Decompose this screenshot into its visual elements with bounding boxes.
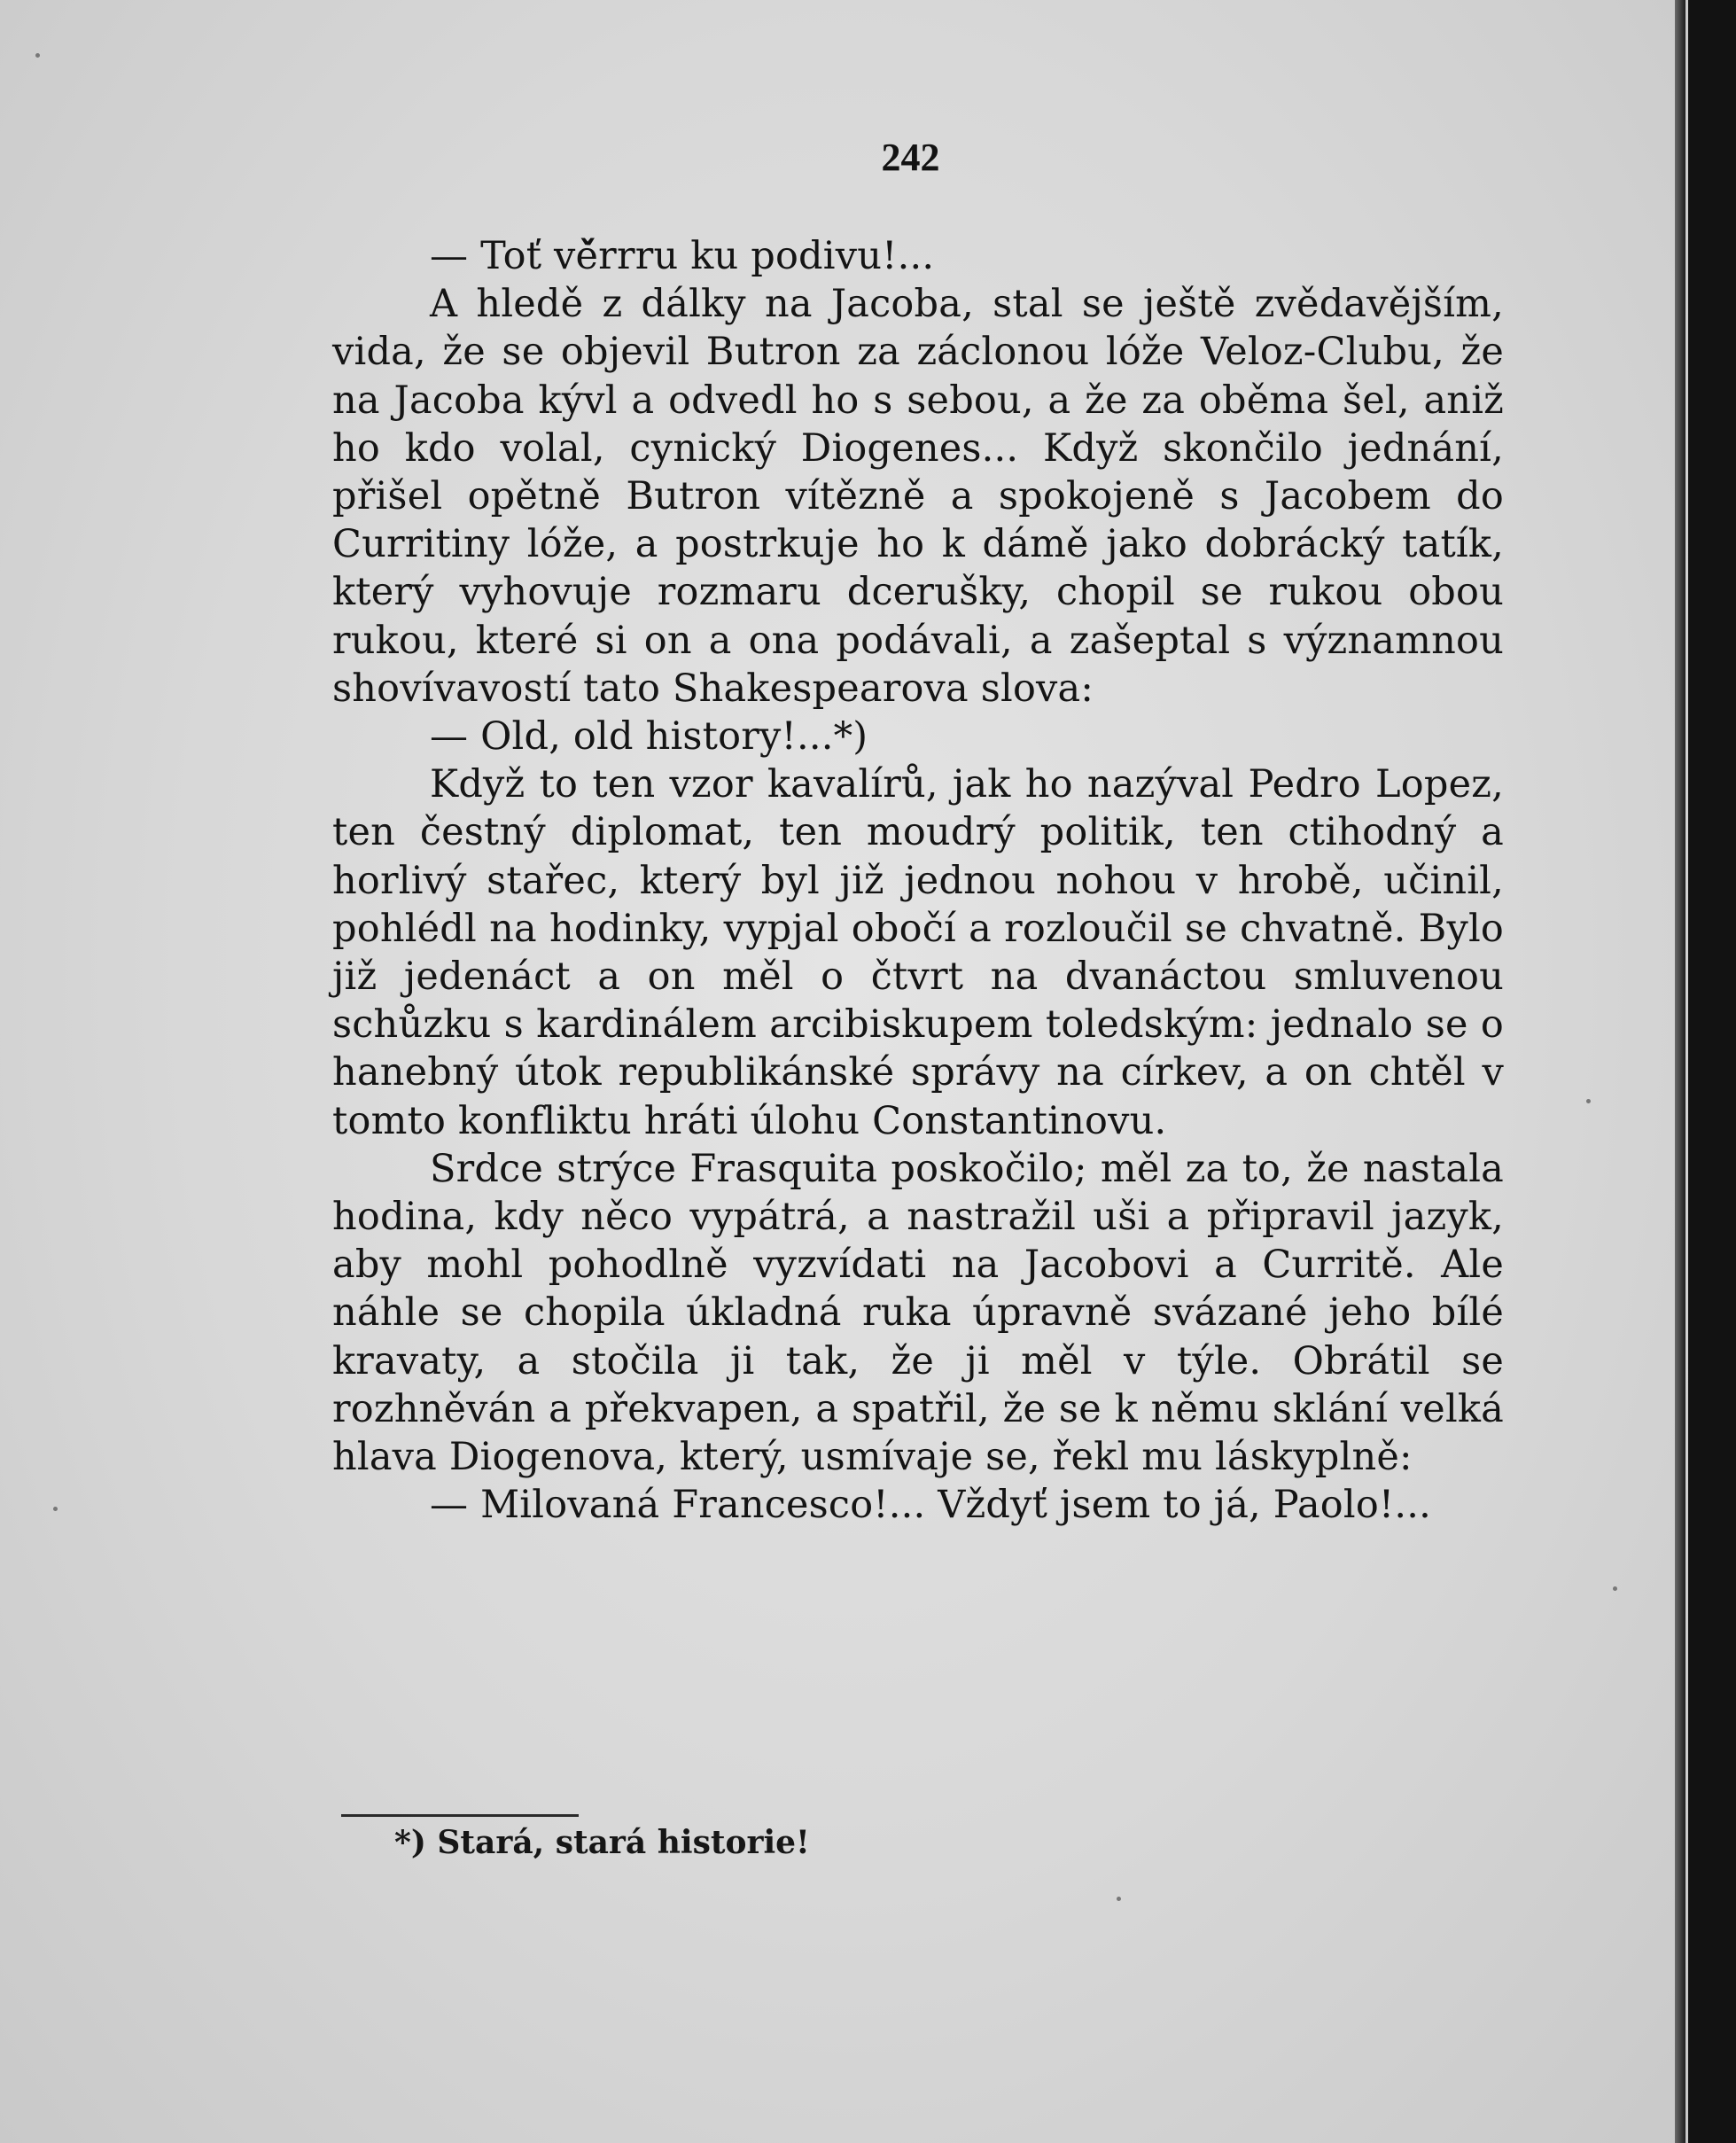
body-text [332,232,1504,1529]
scan-speck [1586,1099,1591,1103]
paragraph-1: A hledě z dálky na Jacoba, stal se ještě zvědavějším, vida, že se objevil Butron za záclonou lóže Veloz-Clubu, že na Jacoba kývl a odvedl ho s sebou, a že za oběma šel, aniž ho kdo volal, cynický Diogenes... Když skončilo jednání, přišel opětně Butron vítězně a spokojeně s Jacobem do Curritiny lóže, a postrkuje ho k dámě jako dobrácký tatík, který vyhovuje rozmaru dcerušky, chopil se rukou obou rukou, které si on a ona podávali, a zašeptal s významnou shovívavostí tato Shakespearova slova: [332,282,1504,711]
footnote: *) Stará, stará historie! [394,1824,810,1861]
scan-speck [53,1507,58,1511]
paragraph-2: Když to ten vzor kavalírů, jak ho nazýval Pedro Lopez, ten čestný diplomat, ten moudrý politik, ten ctihodný a horlivý stařec, který byl již jednou nohou v hrobě, učinil, pohlédl na hodinky, vypjal obočí a rozloučil se chvatně. Bylo již jedenáct a on měl o čtvrt na dvanáctou smluvenou schůzku s kardinálem arcibiskupem toledským: jednalo se o hanebný útok republikánské správy na církev, a on chtěl v tomto konfliktu hráti úlohu Constantinovu. [332,762,1504,1143]
scan-speck [35,53,40,58]
paragraph-3: Srdce strýce Frasquita poskočilo; měl za to, že nastala hodina, kdy něco vypátrá, a nastražil uši a připravil jazyk, aby mohl pohodlně vyzvídati na Jacobovi a Curritě. Ale náhle se chopila úkladná ruka úpravně svázané jeho bílé kravaty, a stočila ji tak, že ji měl v týle. Obrátil se rozhněván a překvapen, a spatřil, že se k němu sklání velká hlava Diogenova, který, usmívaje se, řekl mu láskyplně: [332,1146,1504,1480]
paragraph-dialogue-2: — Old, old history!...*) [430,714,868,760]
scan-speck [1117,1897,1121,1901]
footnote-divider [341,1814,579,1817]
paragraph-dialogue-1: — Toť vě̌rrru ku podivu!... [430,234,935,278]
page-edge [1675,0,1685,2143]
scan-speck [1613,1586,1617,1591]
page-number: 242 [881,136,940,179]
scan-border [1688,0,1736,2143]
paragraph-dialogue-3: — Milovaná Francesco!... Vždyť jsem to já, Paolo!... [430,1483,1432,1528]
